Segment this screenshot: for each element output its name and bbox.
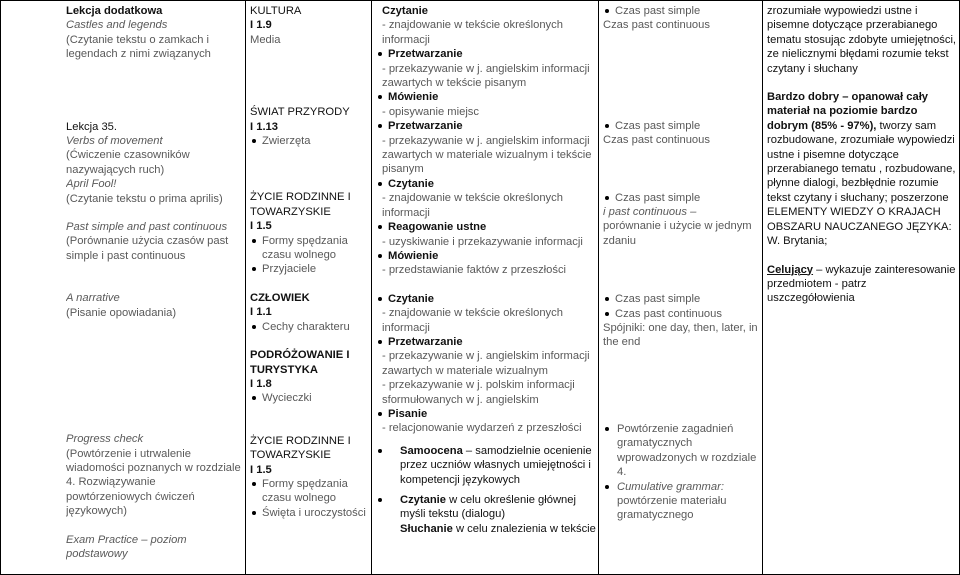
table-border-left: [0, 0, 1, 575]
skill-heading: Mówienie: [376, 249, 596, 263]
skills-column: [376, 4, 596, 536]
assessment-column: [767, 4, 957, 306]
theme-item: Zwierzęta: [250, 134, 370, 148]
grade-description: Bardzo dobry – opanował cały materiał na poziomie bardzo dobrym (85% - 97%), tworzy sam rozbudowane, zrozumiałe wypowiedzi ustne i pisemne dotyczące przerabianego tematu , rozbudowane, płynne dialogi, bezbłędnie rozumie tekst czytany i słuchany; poszerzone ELEMENTY WIEDZY O KRAJACH OBSZARU NAUCZANEGO JĘZYKA: W. Brytania;: [767, 91, 956, 248]
skill-heading: Przetwarzanie: [376, 335, 596, 349]
skill-heading: Reagowanie ustne: [376, 220, 596, 234]
lesson-topic: April Fool!: [66, 178, 117, 191]
lesson-title: Lekcja 35.: [66, 120, 117, 133]
grammar-column: [603, 4, 759, 523]
theme-heading: CZŁOWIEK: [250, 291, 310, 304]
grade-description: zrozumiałe wypowiedzi ustne i pisemne dotyczące przerabianego tematu stosując zdobyte umiejętności, ze nielicznymi błędami rozumie tekst czytany i słuchany: [767, 5, 957, 75]
skill-heading: Czytanie: [376, 177, 596, 191]
column-divider: [371, 0, 372, 575]
lesson-description: (Pisanie opowiadania): [66, 306, 177, 319]
grammar-item: Cumulative grammar:: [603, 480, 759, 494]
requirement-code: I 1.5: [250, 463, 272, 476]
grammar-item: Powtórzenie zagadnień gramatycznych wprowadzonych w rozdziale 4.: [603, 422, 759, 480]
lesson-description: (Ćwiczenie czasowników nazywających ruch): [66, 149, 190, 176]
grammar-item: porównanie i użycie w jednym zdaniu: [603, 220, 752, 247]
theme-heading: ŻYCIE RODZINNE I TOWARZYSKIE: [250, 434, 351, 462]
lesson-topic: Exam Practice – poziom podstawowy: [66, 533, 187, 560]
grammar-item: Czas past simple: [603, 191, 759, 205]
skill-heading: Mówienie: [376, 90, 596, 104]
skill-description: - przekazywanie w j. angielskim informacji zawartych w materiale wizualnym i tekście pisanym: [382, 134, 592, 176]
skill-item: Czytanie w celu określenie głównej myśli tekstu (dialogu): [376, 493, 596, 522]
lesson-topic-column: [66, 4, 242, 561]
table-border-top: [0, 0, 960, 1]
theme-item: Wycieczki: [250, 391, 370, 405]
lesson-topic: Castles and legends: [66, 19, 168, 32]
skill-description: - znajdowanie w tekście określonych informacji: [382, 192, 563, 219]
lesson-topic: Verbs of movement: [66, 135, 163, 148]
grammar-item: Czas past simple: [603, 292, 759, 306]
skill-description: - znajdowanie w tekście określonych informacji: [382, 19, 563, 46]
column-divider: [245, 0, 246, 575]
skill-item: Słuchanie w celu znalezienia w tekście: [400, 522, 596, 535]
skill-description: - przekazywanie w j. polskim informacji sformułowanych w j. angielskim: [382, 379, 575, 406]
skill-description: - przekazywanie w j. angielskim informacji zawartych w materiale wizualnym: [382, 350, 590, 377]
theme-heading: ŚWIAT PRZYRODY: [250, 106, 350, 119]
skill-heading: Czytanie: [382, 5, 429, 17]
lesson-description: (Czytanie tekstu o zamkach i legendach z nimi związanych: [66, 33, 211, 61]
lesson-description: (Porównanie użycia czasów past simple i past continuous: [66, 235, 229, 262]
requirement-code: I 1.13: [250, 120, 278, 133]
skill-description: - przekazywanie w j. angielskim informacji zawartych w tekście pisanym: [382, 62, 590, 90]
theme-item: Formy spędzania czasu wolnego: [250, 477, 370, 506]
skill-heading: Przetwarzanie: [376, 119, 596, 133]
lesson-title: Lekcja dodatkowa: [66, 5, 163, 17]
skill-heading: Przetwarzanie: [376, 47, 596, 61]
grammar-item: Czas past simple: [603, 119, 759, 133]
requirement-code: I 1.9: [250, 19, 272, 32]
grammar-item: Czas past simple: [603, 4, 759, 18]
grammar-item: Czas past continuous: [603, 19, 710, 32]
requirement-code: I 1.5: [250, 220, 272, 233]
skill-description: - znajdowanie w tekście określonych informacji: [382, 307, 563, 334]
lesson-description: (Czytanie tekstu o prima aprilis): [66, 192, 223, 205]
theme-item: Święta i uroczystości: [250, 506, 370, 520]
skill-heading: Pisanie: [376, 407, 596, 421]
theme-item: Cechy charakteru: [250, 320, 370, 334]
requirement-code: I 1.1: [250, 306, 272, 319]
grammar-item: i past continuous –: [603, 206, 697, 219]
grammar-item: Spójniki: one day, then, later, in the end: [603, 322, 758, 349]
column-divider: [762, 0, 763, 575]
theme-item: Media: [250, 33, 281, 46]
skill-item: Samoocena – samodzielnie ocenienie przez uczniów własnych umiejętności i kompetencji językowych: [376, 444, 596, 487]
skill-description: - uzyskiwanie i przekazywanie informacji: [382, 235, 583, 248]
theme-item: Formy spędzania czasu wolnego: [250, 234, 370, 263]
theme-heading: PODRÓŻOWANIE I TURYSTYKA: [250, 349, 350, 376]
skill-heading: Czytanie: [376, 292, 596, 306]
grammar-item: powtórzenie materiału gramatycznego: [617, 494, 727, 522]
skill-description: - przedstawianie faktów z przeszłości: [382, 264, 567, 277]
theme-heading: ŻYCIE RODZINNE I TOWARZYSKIE: [250, 191, 351, 218]
lesson-topic: Progress check: [66, 433, 144, 446]
lesson-topic: Past simple and past continuous: [66, 221, 228, 234]
grade-description: Celujący – wykazuje zainteresowanie przedmiotem - patrz uszczegółowienia: [767, 263, 956, 305]
skill-description: - relacjonowanie wydarzeń z przeszłości: [382, 422, 582, 435]
requirement-code: I 1.8: [250, 377, 272, 390]
theme-item: Przyjaciele: [250, 262, 370, 276]
thematic-area-column: [250, 4, 370, 520]
theme-heading: KULTURA: [250, 5, 302, 17]
grammar-item: Czas past continuous: [603, 307, 759, 321]
column-divider: [598, 0, 599, 575]
skill-description: - opisywanie miejsc: [382, 105, 479, 118]
lesson-description: (Powtórzenie i utrwalenie wiadomości poznanych w rozdziale 4. Rozwiązywanie powtórzeniowych ćwiczeń językowych): [66, 447, 241, 518]
lesson-topic: A narrative: [66, 292, 120, 305]
grammar-item: Czas past continuous: [603, 134, 710, 147]
